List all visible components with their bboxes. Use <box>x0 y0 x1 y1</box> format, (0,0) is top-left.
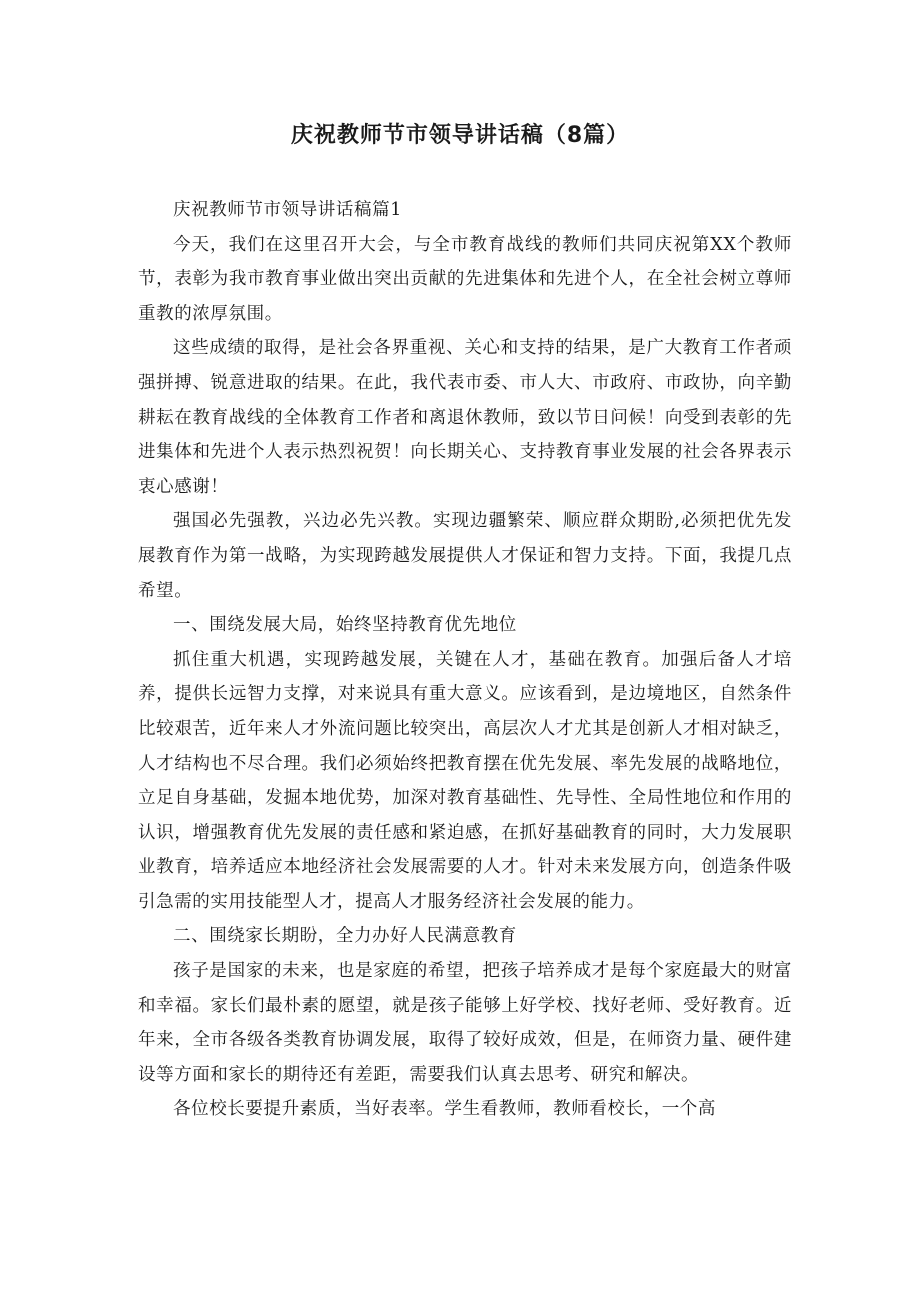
subheading: 一、围绕发展大局，始终坚持教育优先地位 <box>173 615 517 636</box>
document-title: 庆祝教师节市领导讲话稿（8篇） <box>290 123 630 148</box>
paragraph: 各位校长要提升素质，当好表率。学生看教师，教师看校长，一个高 <box>173 1099 716 1120</box>
document-body <box>138 193 792 1127</box>
paragraph: 孩子是国家的未来，也是家庭的希望，把孩子培养成才是每个家庭最大的财富和幸福。家长们最朴素的愿望，就是孩子能够上好学校、找好老师、受好教育。近年来，全市各级各类教育协调发展，取得了较好成效，但是，在师资力量、硬件建设等方面和家长的期待还有差距，需要我们认真去思考、研究和解决。 <box>138 961 792 1085</box>
paragraph: 抓住重大机遇，实现跨越发展，关键在人才，基础在教育。加强后备人才培养，提供长远智力支撑，对来说具有重大意义。应该看到，是边境地区，自然条件比较艰苦，近年来人才外流问题比较突出，高层次人才尤其是创新人才相对缺乏，人才结构也不尽合理。我们必须始终把教育摆在优先发展、率先发展的战略地位，立足自身基础，发掘本地优势，加深对教育基础性、先导性、全局性地位和作用的认识，增强教育优先发展的责任感和紧迫感，在抓好基础教育的同时，大力发展职业教育，培养适应本地经济社会发展需要的人才。针对未来发展方向，创造条件吸引急需的实用技能型人才，提高人才服务经济社会发展的能力。 <box>138 649 792 912</box>
paragraph: 这些成绩的取得，是社会各界重视、关心和支持的结果，是广大教育工作者顽强拼搏、锐意进取的结果。在此，我代表市委、市人大、市政府、市政协，向辛勤耕耘在教育战线的全体教育工作者和离退休教师，致以节日问候！向受到表彰的先进集体和先进个人表示热烈祝贺！向长期关心、支持教育事业发展的社会各界表示衷心感谢！ <box>138 338 792 497</box>
paragraph: 今天，我们在这里召开大会，与全市教育战线的教师们共同庆祝第XX个教师节，表彰为我市教育事业做出突出贡献的先进集体和先进个人，在全社会树立尊师重教的浓厚氛围。 <box>138 234 792 324</box>
subheading: 二、围绕家长期盼，全力办好人民满意教育 <box>173 926 517 947</box>
section-heading-part-1: 庆祝教师节市领导讲话稿篇1 <box>173 200 402 220</box>
paragraph: 强国必先强教，兴边必先兴教。实现边疆繁荣、顺应群众期盼,必须把优先发展教育作为第一战略，为实现跨越发展提供人才保证和智力支持。下面，我提几点希望。 <box>138 511 792 601</box>
